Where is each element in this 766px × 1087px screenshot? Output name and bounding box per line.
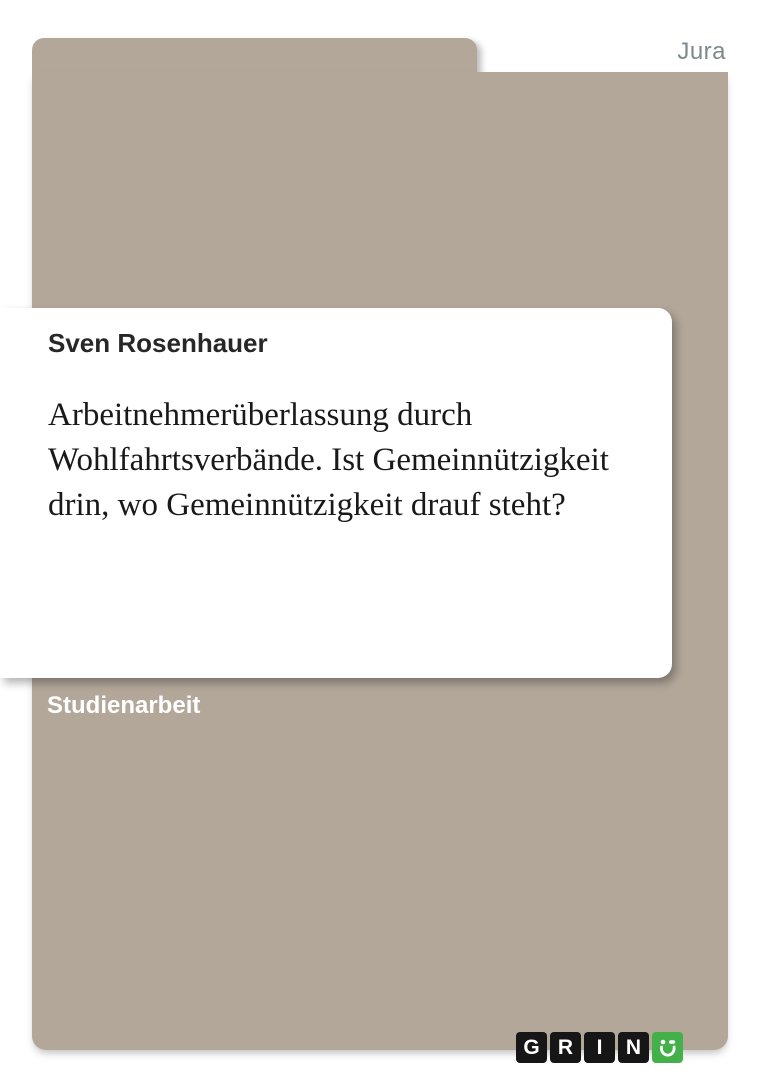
book-title-line: Wohlfahrtsverbände. Ist Gemeinnützigkeit [48, 442, 609, 478]
work-type-label: Studienarbeit [47, 692, 201, 719]
logo-letter-tile: N [618, 1032, 649, 1063]
book-title-line: Arbeitnehmerüberlassung durch [48, 397, 473, 433]
title-card [0, 308, 672, 678]
grin-logo [516, 1032, 683, 1063]
author-name: Sven Rosenhauer [48, 328, 268, 358]
logo-letter-tile: G [516, 1032, 547, 1063]
book-title-line: drin, wo Gemeinnützigkeit drauf steht? [48, 487, 566, 523]
category-label: Jura [677, 38, 726, 65]
winking-smiley-icon [652, 1032, 683, 1063]
logo-letter-tile: R [550, 1032, 581, 1063]
logo-letter-tile: I [584, 1032, 615, 1063]
book-title [48, 393, 664, 528]
